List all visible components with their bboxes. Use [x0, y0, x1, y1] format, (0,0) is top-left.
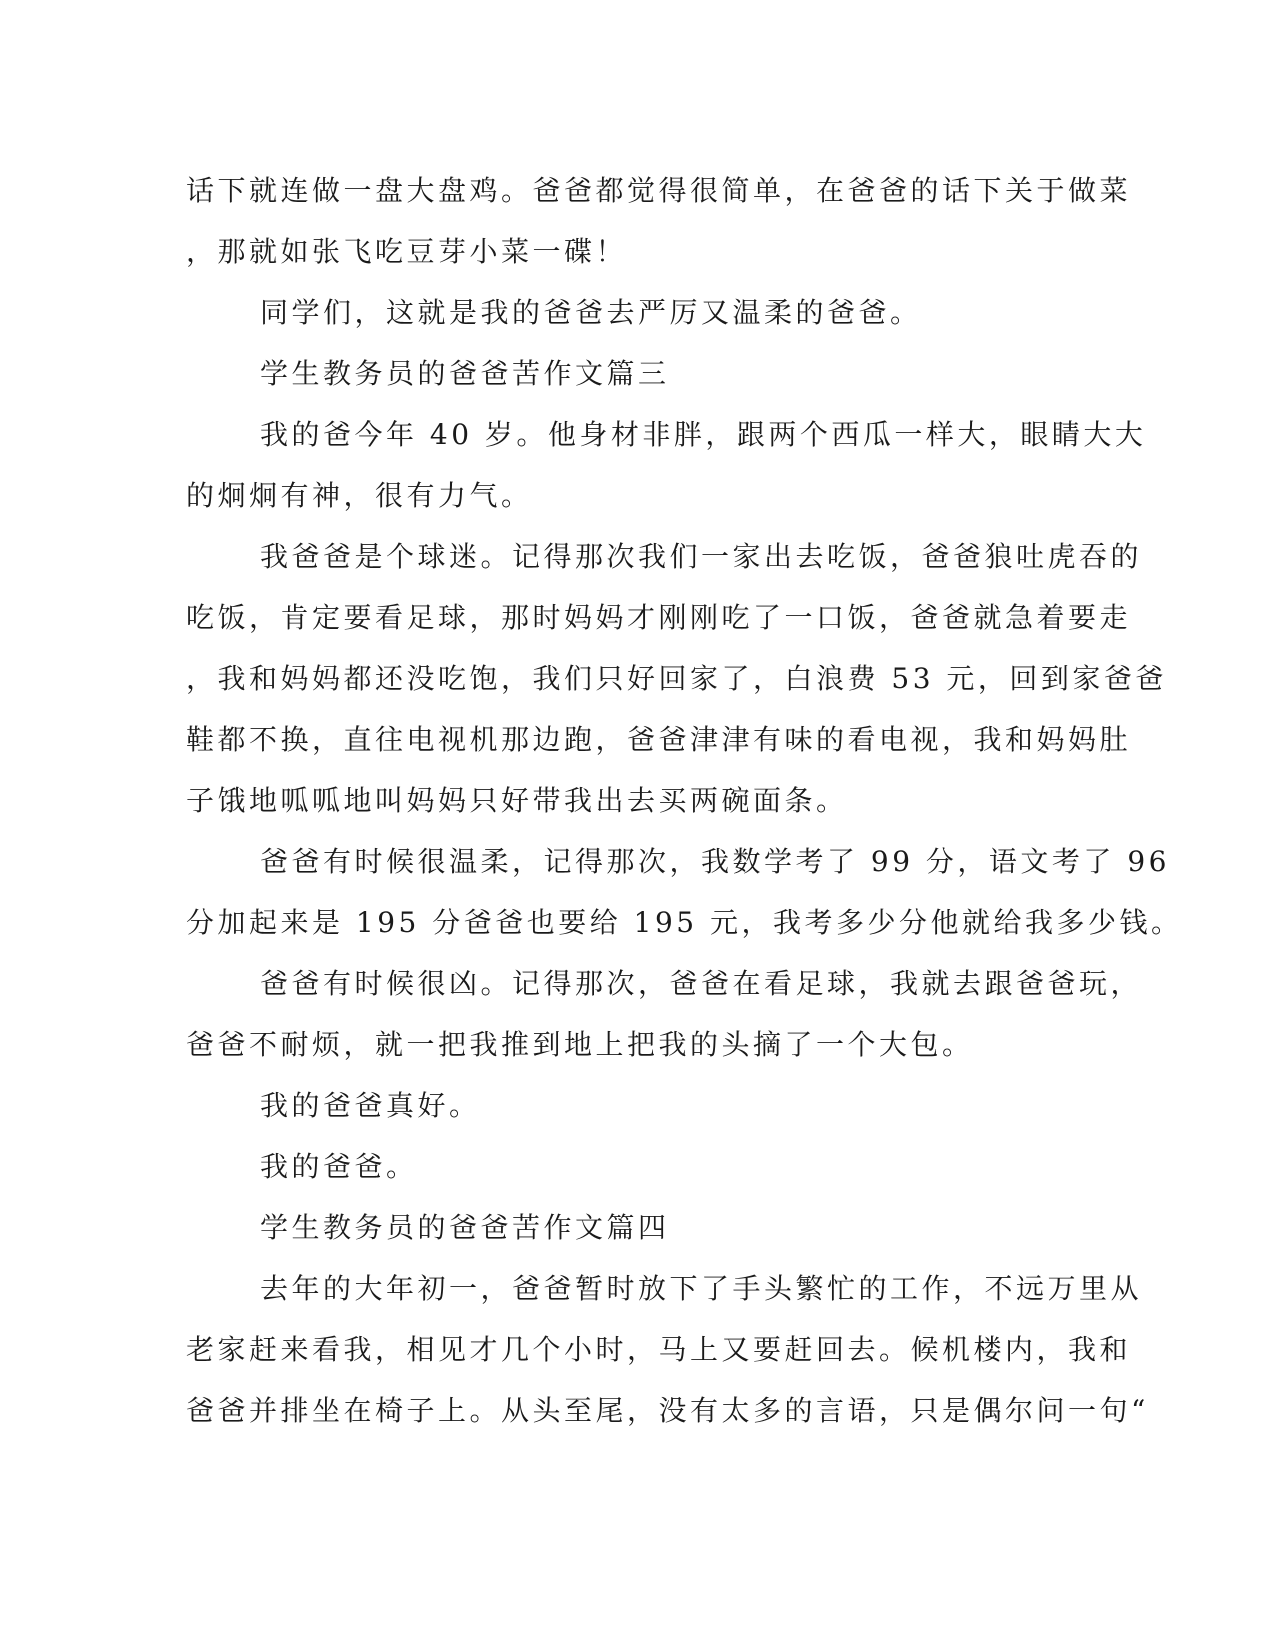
text-line: 分加起来是 195 分爸爸也要给 195 元，我考多少分他就给我多少钱。 [186, 906, 1183, 939]
text-line: 爸爸有时候很温柔，记得那次，我数学考了 99 分，语文考了 96 [260, 845, 1170, 878]
text-line: 子饿地呱呱地叫妈妈只好带我出去买两碗面条。 [186, 784, 848, 817]
text-line: 爸爸有时候很凶。记得那次，爸爸在看足球，我就去跟爸爸玩， [260, 967, 1143, 1000]
text-line: 老家赶来看我，相见才几个小时，马上又要赶回去。候机楼内，我和 [186, 1333, 1132, 1366]
text-line: 我的爸爸真好。 [260, 1089, 481, 1122]
section-heading: 学生教务员的爸爸苦作文篇四 [260, 1211, 670, 1244]
text-line: 我的爸今年 40 岁。他身材非胖，跟两个西瓜一样大，眼睛大大 [260, 418, 1147, 451]
text-line: 我爸爸是个球迷。记得那次我们一家出去吃饭，爸爸狼吐虎吞的 [260, 540, 1143, 573]
section-heading: 学生教务员的爸爸苦作文篇三 [260, 357, 670, 390]
text-line: 我的爸爸。 [260, 1150, 418, 1183]
text-line: 话下就连做一盘大盘鸡。爸爸都觉得很简单，在爸爸的话下关于做菜 [186, 174, 1132, 207]
text-line: 爸爸并排坐在椅子上。从头至尾，没有太多的言语，只是偶尔问一句“ [186, 1394, 1149, 1427]
text-line: 爸爸不耐烦，就一把我推到地上把我的头摘了一个大包。 [186, 1028, 974, 1061]
essay-text [186, 160, 1183, 1441]
text-line: 吃饭，肯定要看足球，那时妈妈才刚刚吃了一口饭，爸爸就急着要走 [186, 601, 1132, 634]
text-line: ，我和妈妈都还没吃饱，我们只好回家了，白浪费 53 元，回到家爸爸 [186, 662, 1167, 695]
text-line: 的炯炯有神，很有力气。 [186, 479, 533, 512]
text-line: 去年的大年初一，爸爸暂时放下了手头繁忙的工作，不远万里从 [260, 1272, 1143, 1305]
text-line: ，那就如张飞吃豆芽小菜一碟！ [186, 235, 628, 268]
text-line: 鞋都不换，直往电视机那边跑，爸爸津津有味的看电视，我和妈妈肚 [186, 723, 1132, 756]
text-line: 同学们，这就是我的爸爸去严厉又温柔的爸爸。 [260, 296, 922, 329]
